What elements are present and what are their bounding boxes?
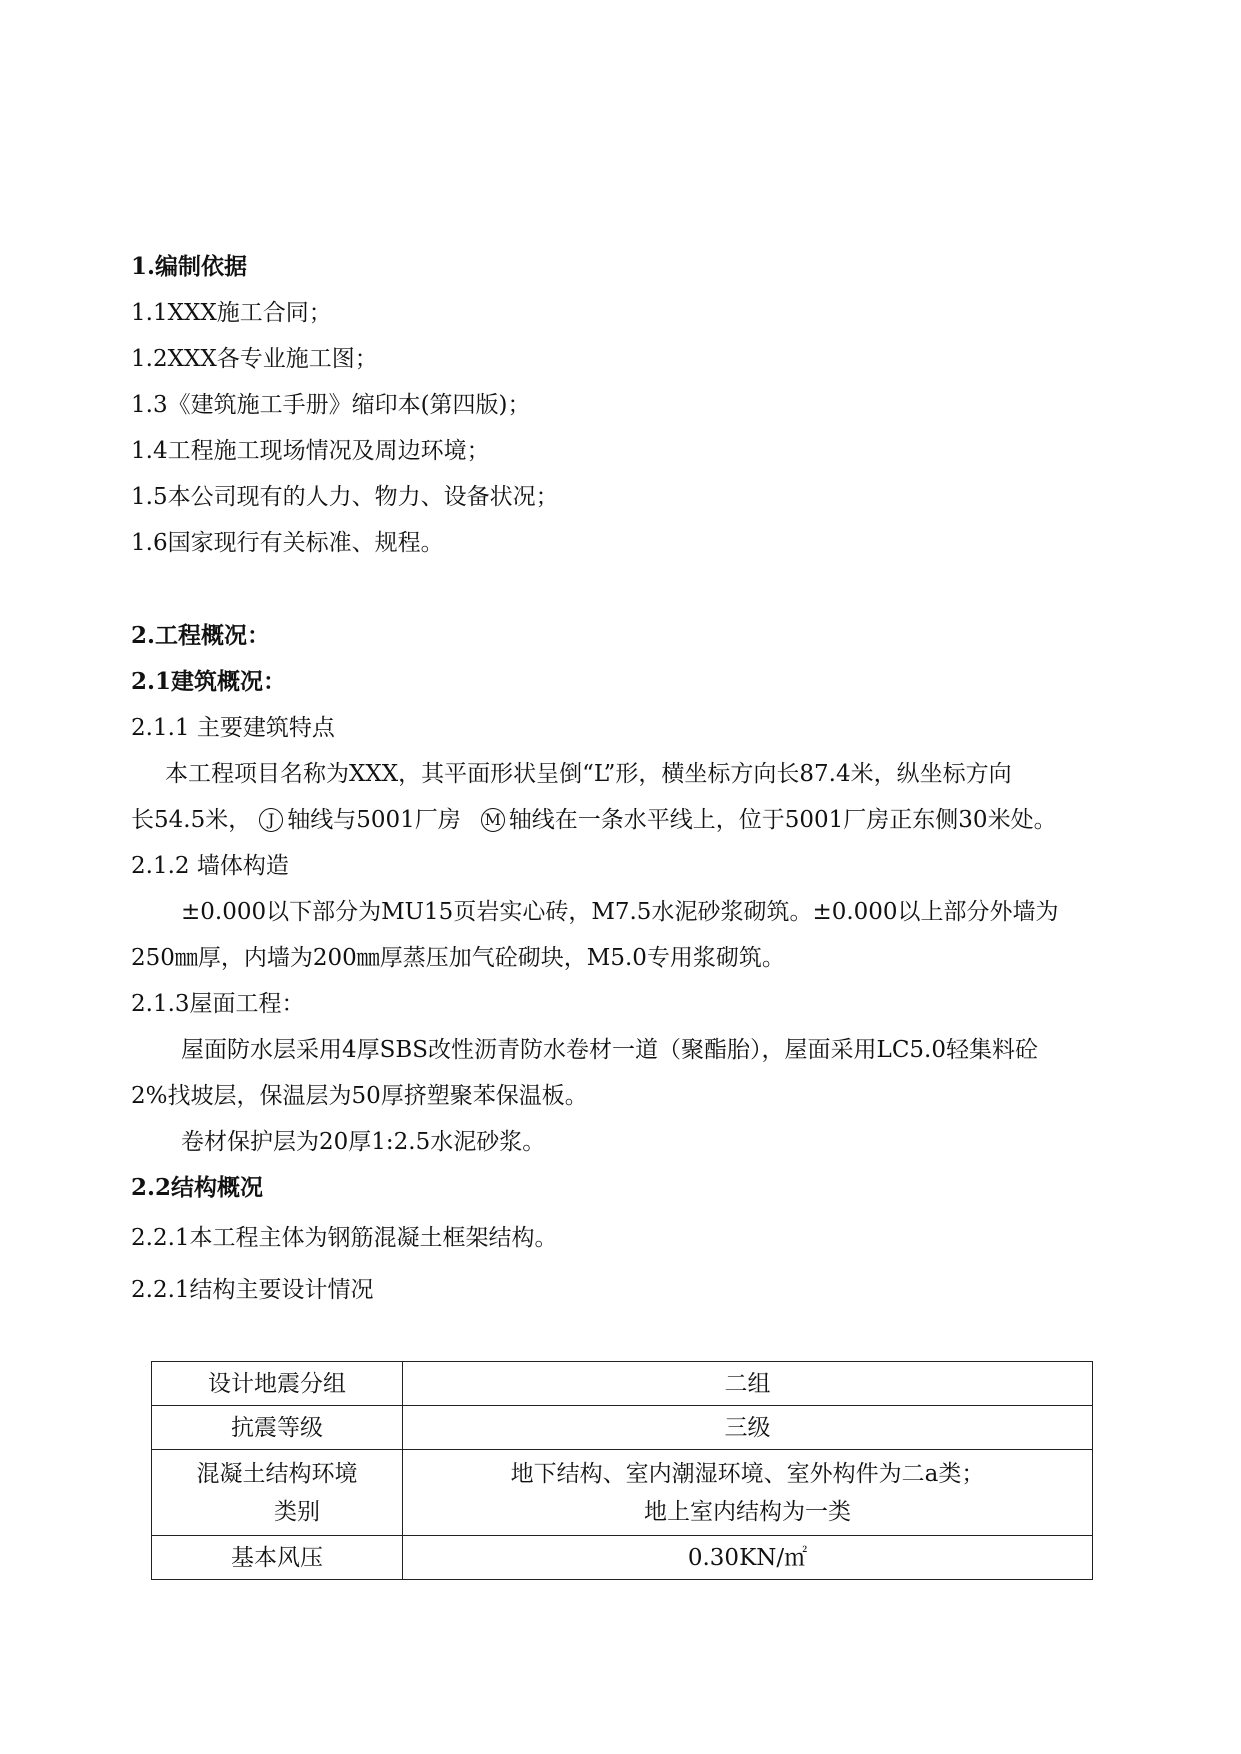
table-cell-label: 基本风压: [152, 1536, 403, 1580]
structure-item-1: 2.2.1本工程主体为钢筋混凝土框架结构。: [131, 1225, 558, 1251]
table-cell-label: 设计地震分组: [152, 1362, 403, 1406]
paragraph-roof-line-2: 2%找坡层，保温层为50厚挤塑聚苯保温板。: [131, 1083, 588, 1109]
table-cell-label-line: 混凝土结构环境: [196, 1460, 358, 1487]
axis-m-marker: M: [481, 808, 505, 832]
basis-item-6: 1.6国家现行有关标准、规程。: [131, 530, 444, 556]
table-row: [152, 1536, 1093, 1580]
paragraph-wall-line-1: ±0.000以下部分为MU15页岩实心砖，M7.5水泥砂浆砌筑。±0.000以上部分外墙为: [181, 899, 1059, 925]
table-cell-value: 二组: [403, 1362, 1093, 1406]
structure-design-table: [151, 1361, 1093, 1580]
structure-item-2: 2.2.1结构主要设计情况: [131, 1277, 374, 1303]
section-2-1-1-heading: 2.1.1 主要建筑特点: [131, 715, 335, 741]
basis-item-2: 1.2XXX各专业施工图；: [131, 346, 378, 372]
text-fragment: 长54.5米，: [131, 807, 252, 833]
section-2-1-heading: 2.1建筑概况：: [131, 668, 287, 695]
paragraph-building-features-line-1: 本工程项目名称为XXX，其平面形状呈倒“L”形，横坐标方向长87.4米，纵坐标方向: [165, 761, 1012, 787]
paragraph-wall-line-2: 250㎜厚，内墙为200㎜厚蒸压加气砼砌块，M5.0专用浆砌筑。: [131, 945, 785, 971]
table-cell-value-line: 地上室内结构为一类: [644, 1498, 851, 1525]
table-cell-label-line: 类别: [274, 1498, 320, 1525]
section-2-2-heading: 2.2结构概况: [131, 1174, 264, 1201]
paragraph-roof-line-1: 屋面防水层采用4厚SBS改性沥青防水卷材一道（聚酯胎），屋面采用LC5.0轻集料砼: [181, 1037, 1038, 1063]
paragraph-building-features-line-2: [131, 805, 1121, 835]
table-cell-label: 抗震等级: [152, 1406, 403, 1450]
basis-item-1: 1.1XXX施工合同；: [131, 300, 332, 326]
paragraph-roof-line-3: 卷材保护层为20厚1:2.5水泥砂浆。: [181, 1129, 546, 1155]
section-1-heading: 1.编制依据: [131, 253, 248, 280]
table-row: [152, 1362, 1093, 1406]
section-2-1-2-heading: 2.1.2 墙体构造: [131, 853, 289, 879]
text-fragment: 轴线在一条水平线上，位于5001厂房正东侧30米处。: [508, 807, 1057, 833]
basis-item-4: 1.4工程施工现场情况及周边环境；: [131, 438, 490, 464]
section-2-1-3-heading: 2.1.3屋面工程：: [131, 991, 305, 1017]
basis-item-3: 1.3《建筑施工手册》缩印本(第四版)；: [131, 392, 531, 418]
table-cell-value: [403, 1450, 1093, 1536]
table-cell-value-line: 地下结构、室内潮湿环境、室外构件为二a类；: [510, 1460, 985, 1487]
table-row: [152, 1450, 1093, 1536]
basis-item-5: 1.5本公司现有的人力、物力、设备状况；: [131, 484, 559, 510]
axis-j-marker: J: [259, 808, 283, 832]
table-cell-label: [152, 1450, 403, 1536]
table-cell-value: 0.30KN/㎡: [403, 1536, 1093, 1580]
text-fragment: 轴线与5001厂房: [287, 807, 461, 833]
table-cell-value: 三级: [403, 1406, 1093, 1450]
section-2-heading: 2.工程概况：: [131, 622, 271, 649]
table-row: [152, 1406, 1093, 1450]
